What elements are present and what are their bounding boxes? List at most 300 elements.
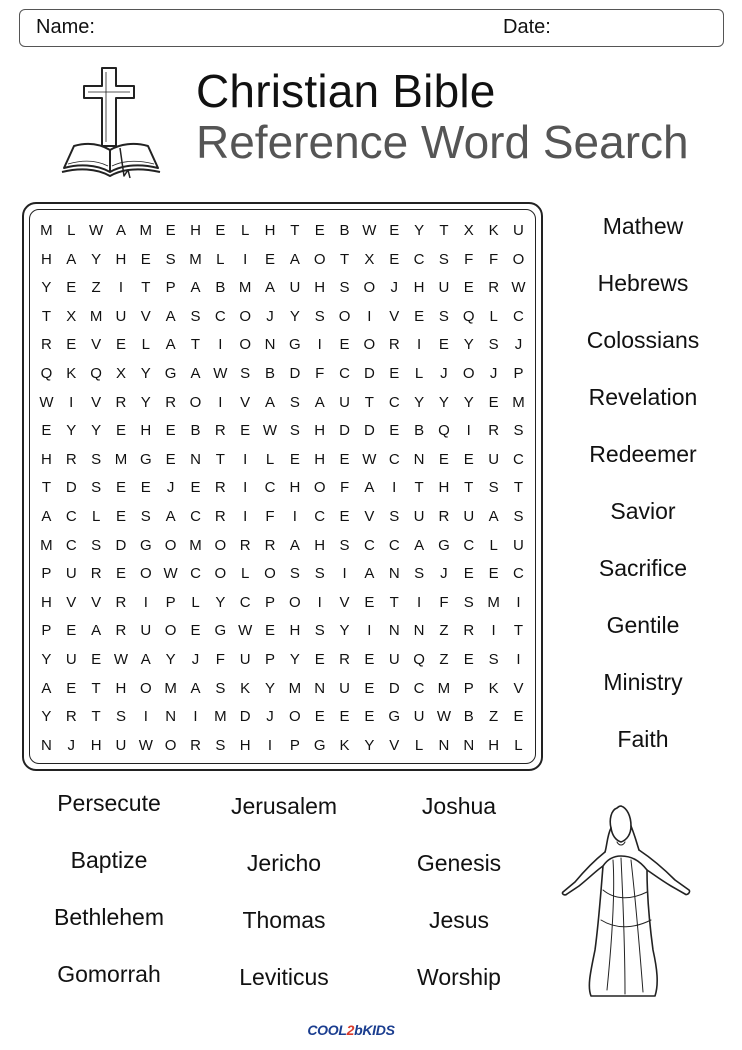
grid-cell-r7-c18[interactable]: R (488, 422, 500, 440)
grid-cell-r18-c5[interactable]: O (164, 736, 177, 754)
grid-cell-r9-c2[interactable]: S (91, 479, 102, 497)
grid-cell-r6-c12[interactable]: U (339, 393, 350, 411)
grid-cell-r11-c6[interactable]: M (189, 536, 202, 554)
grid-cell-r6-c19[interactable]: M (512, 393, 525, 411)
grid-cell-r7-c16[interactable]: Q (438, 422, 450, 440)
grid-cell-r13-c12[interactable]: V (339, 593, 350, 611)
grid-cell-r10-c1[interactable]: C (65, 507, 77, 525)
grid-cell-r9-c10[interactable]: H (289, 479, 301, 497)
grid-cell-r1-c5[interactable]: S (165, 250, 176, 268)
grid-cell-r12-c18[interactable]: E (488, 565, 499, 583)
grid-cell-r15-c5[interactable]: Y (165, 650, 176, 668)
grid-cell-r14-c3[interactable]: R (115, 622, 127, 640)
grid-cell-r2-c7[interactable]: B (215, 279, 226, 297)
grid-cell-r6-c1[interactable]: I (69, 393, 74, 411)
grid-cell-r8-c6[interactable]: N (190, 450, 201, 468)
grid-cell-r13-c16[interactable]: F (439, 593, 449, 611)
grid-cell-r18-c6[interactable]: R (190, 736, 201, 754)
grid-cell-r8-c19[interactable]: C (513, 450, 524, 468)
grid-cell-r16-c10[interactable]: M (288, 679, 302, 697)
grid-cell-r8-c4[interactable]: G (139, 450, 152, 468)
grid-cell-r13-c15[interactable]: I (416, 593, 422, 611)
grid-cell-r4-c15[interactable]: I (416, 336, 422, 354)
grid-cell-r7-c12[interactable]: D (339, 422, 350, 440)
grid-cell-r6-c10[interactable]: S (289, 393, 300, 411)
grid-cell-r5-c12[interactable]: C (339, 364, 350, 382)
grid-cell-r13-c4[interactable]: I (143, 593, 148, 611)
grid-cell-r18-c15[interactable]: L (414, 736, 424, 754)
grid-cell-r8-c11[interactable]: H (314, 450, 326, 468)
grid-cell-r15-c11[interactable]: E (314, 650, 325, 668)
grid-cell-r4-c12[interactable]: E (339, 336, 350, 354)
grid-cell-r4-c13[interactable]: O (363, 336, 376, 354)
grid-cell-r7-c19[interactable]: S (513, 422, 524, 440)
grid-cell-r5-c3[interactable]: X (115, 364, 126, 382)
grid-cell-r13-c6[interactable]: L (191, 593, 200, 611)
grid-cell-r14-c11[interactable]: S (314, 622, 325, 640)
grid-cell-r10-c15[interactable]: U (413, 507, 425, 525)
grid-cell-r1-c18[interactable]: F (489, 250, 499, 268)
grid-cell-r11-c2[interactable]: S (91, 536, 102, 554)
grid-cell-r18-c17[interactable]: N (463, 736, 475, 754)
grid-cell-r3-c16[interactable]: S (438, 307, 449, 325)
grid-cell-r9-c3[interactable]: E (115, 479, 126, 497)
grid-cell-r17-c4[interactable]: I (143, 708, 148, 726)
grid-cell-r3-c13[interactable]: I (367, 307, 372, 325)
grid-cell-r14-c6[interactable]: E (190, 622, 201, 640)
grid-cell-r15-c8[interactable]: U (239, 650, 251, 668)
grid-cell-r4-c1[interactable]: E (66, 336, 77, 354)
grid-cell-r14-c4[interactable]: U (140, 622, 152, 640)
grid-cell-r17-c3[interactable]: S (115, 708, 126, 726)
grid-cell-r2-c17[interactable]: E (463, 279, 474, 297)
grid-cell-r9-c15[interactable]: T (414, 479, 424, 497)
grid-cell-r4-c2[interactable]: V (91, 336, 102, 354)
grid-cell-r1-c4[interactable]: E (140, 250, 151, 268)
grid-cell-r2-c3[interactable]: I (118, 279, 124, 297)
grid-cell-r6-c18[interactable]: E (488, 393, 499, 411)
grid-cell-r16-c4[interactable]: O (139, 679, 152, 697)
grid-cell-r8-c2[interactable]: S (91, 450, 102, 468)
grid-cell-r17-c14[interactable]: G (388, 708, 401, 726)
grid-cell-r8-c18[interactable]: U (488, 450, 500, 468)
grid-cell-r4-c6[interactable]: T (190, 336, 201, 354)
grid-cell-r0-c12[interactable]: B (339, 222, 350, 239)
grid-cell-r15-c3[interactable]: W (113, 650, 129, 668)
grid-cell-r17-c1[interactable]: R (65, 708, 77, 726)
grid-cell-r7-c17[interactable]: I (466, 422, 471, 440)
grid-cell-r16-c18[interactable]: K (488, 679, 499, 697)
grid-cell-r4-c11[interactable]: I (317, 336, 322, 354)
grid-cell-r10-c14[interactable]: S (389, 507, 400, 525)
grid-cell-r9-c6[interactable]: E (190, 479, 201, 497)
grid-cell-r16-c0[interactable]: A (41, 679, 52, 697)
grid-cell-r4-c7[interactable]: I (218, 336, 223, 354)
grid-cell-r13-c8[interactable]: C (239, 593, 251, 611)
grid-cell-r11-c3[interactable]: D (115, 536, 127, 554)
grid-cell-r5-c19[interactable]: P (513, 364, 524, 382)
grid-cell-r4-c0[interactable]: R (41, 336, 52, 354)
grid-cell-r7-c6[interactable]: B (190, 422, 201, 440)
grid-cell-r11-c9[interactable]: R (264, 536, 276, 554)
grid-cell-r10-c18[interactable]: A (488, 507, 499, 525)
grid-cell-r14-c16[interactable]: Z (439, 622, 449, 640)
grid-cell-r10-c0[interactable]: A (41, 507, 52, 525)
grid-cell-r17-c0[interactable]: Y (41, 708, 52, 726)
grid-cell-r16-c12[interactable]: U (339, 679, 350, 697)
grid-cell-r2-c2[interactable]: Z (91, 279, 101, 297)
grid-cell-r11-c16[interactable]: G (438, 536, 450, 554)
grid-cell-r17-c2[interactable]: T (91, 708, 101, 726)
grid-cell-r9-c14[interactable]: I (392, 479, 397, 497)
grid-cell-r18-c4[interactable]: W (138, 736, 153, 754)
grid-cell-r9-c0[interactable]: T (41, 479, 51, 497)
grid-cell-r14-c8[interactable]: W (238, 622, 253, 640)
grid-cell-r14-c5[interactable]: O (164, 622, 177, 640)
grid-cell-r6-c4[interactable]: Y (140, 393, 151, 411)
grid-cell-r10-c6[interactable]: C (190, 507, 201, 525)
grid-cell-r3-c1[interactable]: X (66, 307, 77, 325)
grid-cell-r0-c7[interactable]: E (215, 222, 226, 239)
grid-cell-r4-c3[interactable]: E (115, 336, 126, 354)
grid-cell-r18-c13[interactable]: Y (364, 736, 375, 754)
grid-cell-r13-c3[interactable]: R (115, 593, 127, 611)
grid-cell-r9-c9[interactable]: C (264, 479, 276, 497)
grid-cell-r3-c10[interactable]: Y (289, 307, 300, 325)
grid-cell-r1-c15[interactable]: C (413, 250, 425, 268)
grid-cell-r6-c13[interactable]: T (364, 393, 374, 411)
grid-cell-r11-c14[interactable]: C (388, 536, 400, 554)
grid-cell-r2-c18[interactable]: R (488, 279, 500, 297)
grid-cell-r17-c5[interactable]: N (165, 708, 177, 726)
grid-cell-r17-c9[interactable]: J (266, 708, 274, 726)
grid-cell-r10-c8[interactable]: I (243, 507, 248, 525)
grid-cell-r0-c1[interactable]: L (67, 222, 76, 239)
grid-cell-r16-c8[interactable]: K (240, 679, 251, 697)
grid-cell-r5-c8[interactable]: S (240, 364, 251, 382)
grid-cell-r0-c4[interactable]: M (139, 222, 153, 239)
grid-cell-r0-c13[interactable]: W (362, 222, 377, 239)
grid-cell-r10-c2[interactable]: L (91, 507, 101, 525)
grid-cell-r7-c8[interactable]: E (240, 422, 251, 440)
grid-cell-r16-c13[interactable]: E (364, 679, 375, 697)
grid-cell-r5-c6[interactable]: A (190, 364, 201, 382)
grid-cell-r5-c13[interactable]: D (363, 364, 375, 382)
grid-cell-r7-c11[interactable]: H (314, 422, 326, 440)
grid-cell-r8-c9[interactable]: L (265, 450, 275, 468)
grid-cell-r8-c15[interactable]: N (413, 450, 425, 468)
grid-cell-r11-c13[interactable]: C (363, 536, 375, 554)
grid-cell-r16-c17[interactable]: P (463, 679, 474, 697)
grid-cell-r18-c2[interactable]: H (90, 736, 102, 754)
grid-cell-r7-c1[interactable]: Y (66, 422, 77, 440)
grid-cell-r13-c18[interactable]: M (487, 593, 500, 611)
grid-cell-r13-c17[interactable]: S (463, 593, 474, 611)
grid-cell-r15-c2[interactable]: E (91, 650, 102, 668)
grid-cell-r15-c17[interactable]: E (463, 650, 474, 668)
grid-cell-r15-c7[interactable]: F (215, 650, 225, 668)
grid-cell-r15-c0[interactable]: Y (41, 650, 52, 668)
grid-cell-r13-c13[interactable]: E (364, 593, 375, 611)
grid-cell-r2-c19[interactable]: W (511, 279, 526, 297)
grid-cell-r1-c3[interactable]: H (115, 250, 127, 268)
grid-cell-r18-c18[interactable]: H (488, 736, 500, 754)
grid-cell-r18-c3[interactable]: U (115, 736, 127, 754)
grid-cell-r5-c1[interactable]: K (66, 364, 77, 382)
grid-cell-r6-c14[interactable]: C (388, 393, 400, 411)
grid-cell-r15-c16[interactable]: Z (439, 650, 449, 668)
grid-cell-r18-c9[interactable]: I (267, 736, 273, 754)
grid-cell-r1-c1[interactable]: A (66, 250, 77, 268)
grid-cell-r9-c8[interactable]: I (243, 479, 248, 497)
grid-cell-r12-c0[interactable]: P (41, 565, 52, 583)
grid-cell-r8-c10[interactable]: E (289, 450, 300, 468)
grid-cell-r8-c7[interactable]: T (215, 450, 225, 468)
grid-cell-r17-c15[interactable]: U (413, 708, 425, 726)
grid-cell-r16-c6[interactable]: A (190, 679, 201, 697)
grid-cell-r7-c15[interactable]: B (414, 422, 425, 440)
grid-cell-r0-c8[interactable]: L (241, 222, 250, 239)
grid-cell-r11-c4[interactable]: G (139, 536, 152, 554)
grid-cell-r6-c3[interactable]: R (115, 393, 127, 411)
grid-cell-r4-c19[interactable]: J (514, 336, 523, 354)
grid-cell-r5-c11[interactable]: F (315, 364, 325, 382)
grid-cell-r12-c6[interactable]: C (190, 565, 201, 583)
grid-cell-r17-c7[interactable]: M (214, 708, 227, 726)
grid-cell-r12-c19[interactable]: C (513, 565, 524, 583)
grid-cell-r2-c15[interactable]: H (413, 279, 425, 297)
grid-cell-r12-c16[interactable]: J (440, 565, 448, 583)
grid-cell-r13-c1[interactable]: V (66, 593, 77, 611)
grid-cell-r11-c12[interactable]: S (339, 536, 350, 554)
grid-cell-r0-c0[interactable]: M (40, 222, 53, 239)
grid-cell-r12-c8[interactable]: L (241, 565, 250, 583)
grid-cell-r3-c11[interactable]: S (314, 307, 325, 325)
grid-cell-r9-c12[interactable]: F (339, 479, 350, 497)
grid-cell-r11-c7[interactable]: O (214, 536, 227, 554)
grid-cell-r7-c14[interactable]: E (389, 422, 400, 440)
grid-cell-r14-c13[interactable]: I (367, 622, 372, 640)
grid-cell-r14-c9[interactable]: E (265, 622, 276, 640)
grid-cell-r7-c13[interactable]: D (363, 422, 375, 440)
grid-cell-r8-c16[interactable]: E (438, 450, 449, 468)
grid-cell-r4-c10[interactable]: G (289, 336, 301, 354)
grid-cell-r1-c10[interactable]: A (289, 250, 300, 268)
grid-cell-r16-c3[interactable]: H (115, 679, 127, 697)
grid-cell-r7-c2[interactable]: Y (91, 422, 102, 440)
grid-cell-r8-c12[interactable]: E (339, 450, 350, 468)
grid-cell-r1-c13[interactable]: X (364, 250, 375, 268)
grid-cell-r2-c5[interactable]: P (165, 279, 176, 297)
grid-cell-r17-c6[interactable]: I (193, 708, 198, 726)
grid-cell-r4-c16[interactable]: E (438, 336, 449, 354)
grid-cell-r3-c7[interactable]: C (214, 307, 226, 325)
grid-cell-r17-c13[interactable]: E (364, 708, 375, 726)
grid-cell-r9-c16[interactable]: H (438, 479, 450, 497)
grid-cell-r18-c10[interactable]: P (289, 736, 300, 754)
grid-cell-r18-c1[interactable]: J (67, 736, 76, 754)
grid-cell-r6-c16[interactable]: Y (438, 393, 449, 411)
grid-cell-r15-c9[interactable]: P (265, 650, 276, 668)
grid-cell-r2-c14[interactable]: J (390, 279, 398, 297)
grid-cell-r13-c7[interactable]: Y (215, 593, 226, 611)
grid-cell-r14-c12[interactable]: Y (339, 622, 350, 640)
grid-cell-r13-c10[interactable]: O (289, 593, 301, 611)
grid-cell-r12-c5[interactable]: W (163, 565, 178, 583)
grid-cell-r11-c8[interactable]: R (239, 536, 251, 554)
grid-cell-r3-c4[interactable]: V (140, 307, 151, 325)
grid-cell-r0-c2[interactable]: W (89, 222, 104, 239)
grid-cell-r1-c6[interactable]: M (189, 250, 202, 268)
grid-cell-r2-c4[interactable]: T (141, 279, 151, 297)
grid-cell-r13-c9[interactable]: P (265, 593, 276, 611)
grid-cell-r5-c16[interactable]: J (440, 364, 448, 382)
grid-cell-r3-c12[interactable]: O (338, 307, 351, 325)
grid-cell-r15-c6[interactable]: J (191, 650, 200, 668)
grid-cell-r6-c7[interactable]: I (218, 393, 223, 411)
grid-cell-r5-c2[interactable]: Q (90, 364, 102, 382)
grid-cell-r10-c7[interactable]: R (214, 507, 226, 525)
grid-cell-r6-c17[interactable]: Y (463, 393, 474, 411)
grid-cell-r3-c18[interactable]: L (489, 307, 498, 325)
grid-cell-r12-c4[interactable]: O (139, 565, 152, 583)
grid-cell-r14-c7[interactable]: G (214, 622, 227, 640)
grid-cell-r17-c8[interactable]: D (239, 708, 251, 726)
grid-cell-r16-c7[interactable]: S (215, 679, 226, 697)
grid-cell-r1-c8[interactable]: I (243, 250, 248, 268)
grid-cell-r11-c17[interactable]: C (463, 536, 475, 554)
grid-cell-r1-c0[interactable]: H (41, 250, 52, 268)
grid-cell-r16-c19[interactable]: V (513, 679, 524, 697)
grid-cell-r8-c17[interactable]: E (463, 450, 474, 468)
grid-cell-r9-c7[interactable]: R (214, 479, 226, 497)
grid-cell-r16-c1[interactable]: E (66, 679, 77, 697)
grid-cell-r2-c0[interactable]: Y (41, 279, 52, 297)
grid-cell-r11-c18[interactable]: L (489, 536, 498, 554)
grid-cell-r2-c16[interactable]: U (438, 279, 450, 297)
grid-cell-r6-c6[interactable]: O (189, 393, 202, 411)
grid-cell-r12-c10[interactable]: S (289, 565, 300, 583)
grid-cell-r3-c15[interactable]: E (414, 307, 425, 325)
grid-cell-r1-c7[interactable]: L (216, 250, 225, 268)
grid-cell-r13-c0[interactable]: H (41, 593, 52, 611)
grid-cell-r12-c2[interactable]: R (90, 565, 102, 583)
grid-cell-r7-c0[interactable]: E (41, 422, 52, 440)
grid-cell-r3-c14[interactable]: V (389, 307, 400, 325)
grid-cell-r12-c14[interactable]: N (388, 565, 400, 583)
grid-cell-r0-c18[interactable]: K (488, 222, 499, 239)
grid-cell-r7-c3[interactable]: E (115, 422, 126, 440)
grid-cell-r11-c15[interactable]: A (414, 536, 425, 554)
grid-cell-r4-c4[interactable]: L (141, 336, 150, 354)
grid-cell-r0-c19[interactable]: U (513, 222, 524, 239)
grid-cell-r6-c8[interactable]: V (240, 393, 251, 411)
grid-cell-r15-c13[interactable]: E (364, 650, 375, 668)
grid-cell-r15-c10[interactable]: Y (289, 650, 300, 668)
grid-cell-r14-c1[interactable]: E (66, 622, 77, 640)
grid-cell-r17-c17[interactable]: B (463, 708, 474, 726)
grid-cell-r11-c0[interactable]: M (40, 536, 53, 554)
grid-cell-r3-c3[interactable]: U (115, 307, 127, 325)
grid-cell-r17-c11[interactable]: E (314, 708, 325, 726)
grid-cell-r16-c11[interactable]: N (314, 679, 326, 697)
grid-cell-r5-c15[interactable]: L (414, 364, 424, 382)
grid-cell-r13-c11[interactable]: I (317, 593, 322, 611)
grid-cell-r10-c19[interactable]: S (513, 507, 524, 525)
grid-cell-r10-c10[interactable]: I (292, 507, 297, 525)
grid-cell-r16-c16[interactable]: M (437, 679, 451, 697)
grid-cell-r18-c8[interactable]: H (239, 736, 251, 754)
grid-cell-r11-c10[interactable]: A (289, 536, 300, 554)
grid-cell-r1-c11[interactable]: O (313, 250, 326, 268)
grid-cell-r9-c1[interactable]: D (65, 479, 77, 497)
grid-cell-r2-c1[interactable]: E (66, 279, 77, 297)
grid-cell-r4-c9[interactable]: N (264, 336, 276, 354)
grid-cell-r18-c0[interactable]: N (41, 736, 52, 754)
grid-cell-r18-c14[interactable]: V (389, 736, 400, 754)
grid-cell-r12-c15[interactable]: S (414, 565, 425, 583)
grid-cell-r0-c9[interactable]: H (264, 222, 276, 239)
grid-cell-r4-c17[interactable]: Y (463, 336, 474, 354)
grid-cell-r13-c2[interactable]: V (91, 593, 102, 611)
grid-cell-r16-c14[interactable]: D (388, 679, 400, 697)
grid-cell-r5-c4[interactable]: Y (140, 364, 151, 382)
grid-cell-r9-c17[interactable]: T (464, 479, 474, 497)
grid-cell-r8-c1[interactable]: R (65, 450, 77, 468)
grid-cell-r15-c18[interactable]: S (488, 650, 499, 668)
grid-cell-r11-c5[interactable]: O (164, 536, 177, 554)
grid-cell-r17-c18[interactable]: Z (489, 708, 499, 726)
grid-cell-r6-c15[interactable]: Y (414, 393, 425, 411)
grid-cell-r7-c7[interactable]: R (214, 422, 226, 440)
grid-cell-r10-c11[interactable]: C (314, 507, 326, 525)
grid-cell-r1-c2[interactable]: Y (91, 250, 102, 268)
grid-cell-r0-c16[interactable]: T (439, 222, 449, 239)
grid-cell-r5-c18[interactable]: J (489, 364, 498, 382)
grid-cell-r3-c9[interactable]: J (266, 307, 274, 325)
grid-cell-r16-c15[interactable]: C (413, 679, 425, 697)
grid-cell-r7-c4[interactable]: H (140, 422, 152, 440)
grid-cell-r9-c13[interactable]: A (364, 479, 375, 497)
grid-cell-r18-c19[interactable]: L (514, 736, 523, 754)
grid-cell-r12-c17[interactable]: E (463, 565, 474, 583)
grid-cell-r18-c7[interactable]: S (215, 736, 226, 754)
grid-cell-r4-c18[interactable]: S (488, 336, 499, 354)
grid-cell-r9-c11[interactable]: O (313, 479, 326, 497)
grid-cell-r6-c11[interactable]: A (314, 393, 325, 411)
grid-cell-r12-c11[interactable]: S (314, 565, 325, 583)
grid-cell-r9-c18[interactable]: S (488, 479, 499, 497)
grid-cell-r10-c9[interactable]: F (265, 507, 275, 525)
grid-cell-r17-c16[interactable]: W (436, 708, 451, 726)
grid-cell-r18-c16[interactable]: N (438, 736, 450, 754)
grid-cell-r10-c13[interactable]: V (364, 507, 375, 525)
grid-cell-r8-c13[interactable]: W (362, 450, 377, 468)
grid-cell-r2-c8[interactable]: M (238, 279, 252, 297)
grid-cell-r10-c16[interactable]: R (438, 507, 450, 525)
grid-cell-r2-c11[interactable]: H (314, 279, 326, 297)
grid-cell-r8-c5[interactable]: E (165, 450, 176, 468)
grid-cell-r0-c11[interactable]: E (314, 222, 325, 239)
grid-cell-r18-c11[interactable]: G (313, 736, 326, 754)
grid-cell-r8-c8[interactable]: I (243, 450, 248, 468)
grid-cell-r7-c9[interactable]: W (262, 422, 278, 440)
grid-cell-r14-c17[interactable]: R (463, 622, 475, 640)
grid-cell-r15-c19[interactable]: I (516, 650, 521, 668)
grid-cell-r1-c17[interactable]: F (464, 250, 474, 268)
grid-cell-r9-c4[interactable]: E (140, 479, 151, 497)
grid-cell-r0-c17[interactable]: X (463, 222, 474, 239)
